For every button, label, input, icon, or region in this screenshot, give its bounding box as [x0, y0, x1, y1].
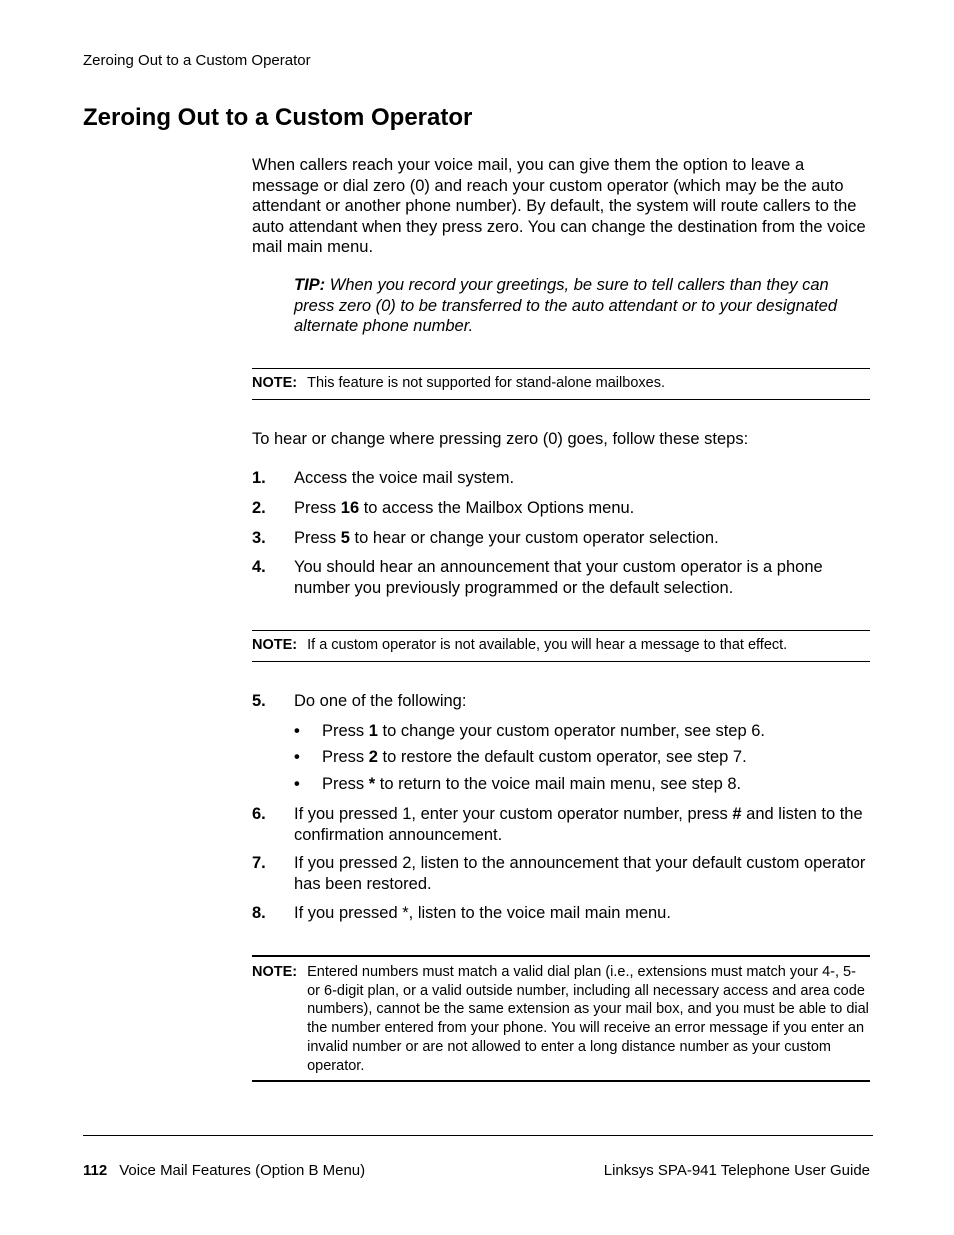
footer-divider — [83, 1135, 873, 1136]
tip-label: TIP: — [294, 276, 326, 294]
steps-lead-in: To hear or change where pressing zero (0) goes, follow these steps: — [252, 430, 749, 448]
footer-left — [83, 1162, 365, 1179]
bullet-dot: • — [294, 748, 300, 766]
step-text: If you pressed 1, enter your custom operator number, press # and listen to the confirmation announcement. — [294, 805, 863, 844]
tip-text: When you record your greetings, be sure to tell callers than they can press zero (0) to be transferred to the auto attendant or to your designated alternate phone number. — [294, 276, 837, 336]
step-item — [252, 468, 870, 489]
step-item — [252, 557, 870, 598]
step-number: 8. — [252, 904, 266, 922]
step-text: Do one of the following: — [294, 692, 467, 710]
step-text: Press 16 to access the Mailbox Options menu. — [294, 499, 635, 517]
note-label: NOTE: — [252, 964, 298, 980]
bullet-dot: • — [294, 775, 300, 793]
step-text: Press 5 to hear or change your custom operator selection. — [294, 529, 719, 547]
footer-section: Voice Mail Features (Option B Menu) — [119, 1162, 366, 1179]
step-text: If you pressed *, listen to the voice mail main menu. — [294, 904, 671, 922]
intro-paragraph: When callers reach your voice mail, you can give them the option to leave a message or dial zero (0) and reach your custom operator (which may be the auto attendant or another phone number). By default, the system will route callers to the auto attendant when they press zero. You can change the destination from the voice mail main menu. — [252, 156, 866, 257]
bullet-text: Press * to return to the voice mail main menu, see step 8. — [322, 775, 742, 793]
page-number: 112 — [83, 1162, 108, 1179]
step-text: Access the voice mail system. — [294, 469, 515, 487]
step-number: 7. — [252, 854, 266, 872]
step-item — [252, 498, 870, 519]
step-number: 4. — [252, 558, 266, 576]
step-number: 1. — [252, 469, 266, 487]
note-standalone — [252, 368, 870, 400]
bullet-item — [294, 747, 870, 768]
running-header: Zeroing Out to a Custom Operator — [83, 52, 311, 69]
step-item — [252, 691, 870, 712]
step-item — [252, 528, 870, 549]
note-label: NOTE: — [252, 637, 298, 653]
bullet-dot: • — [294, 722, 300, 740]
note-text: If a custom operator is not available, you will hear a message to that effect. — [307, 637, 788, 653]
footer-guide-title: Linksys SPA-941 Telephone User Guide — [603, 1162, 870, 1179]
note-dial-plan — [252, 955, 870, 1082]
step-item — [252, 903, 870, 924]
bullet-text: Press 2 to restore the default custom operator, see step 7. — [322, 748, 747, 766]
step-text: You should hear an announcement that your custom operator is a phone number you previously programmed or the default selection. — [294, 558, 823, 597]
tip-paragraph — [294, 275, 870, 337]
note-unavailable — [252, 630, 870, 662]
page-title: Zeroing Out to a Custom Operator — [83, 104, 473, 131]
bullet-item — [294, 774, 870, 795]
step-number: 2. — [252, 499, 266, 517]
step-item — [252, 804, 870, 845]
bullet-item — [294, 721, 870, 742]
note-label: NOTE: — [252, 375, 298, 391]
step-number: 6. — [252, 805, 266, 823]
note-text: This feature is not supported for stand-alone mailboxes. — [307, 375, 665, 391]
step-number: 3. — [252, 529, 266, 547]
bullet-text: Press 1 to change your custom operator number, see step 6. — [322, 722, 766, 740]
step-item — [252, 853, 870, 894]
note-text: Entered numbers must match a valid dial plan (i.e., extensions must match your 4-, 5- or 6-digit plan, or a valid outside number, including all necessary access and area code numbers), cannot be the same extension as your mail box, and you must be able to dial the number entered from your phone. You will receive an error message if you enter an invalid number or are not allowed to enter a long distance number as your custom operator. — [307, 964, 869, 1074]
step-number: 5. — [252, 692, 266, 710]
step-text: If you pressed 2, listen to the announcement that your default custom operator has been restored. — [294, 854, 866, 893]
